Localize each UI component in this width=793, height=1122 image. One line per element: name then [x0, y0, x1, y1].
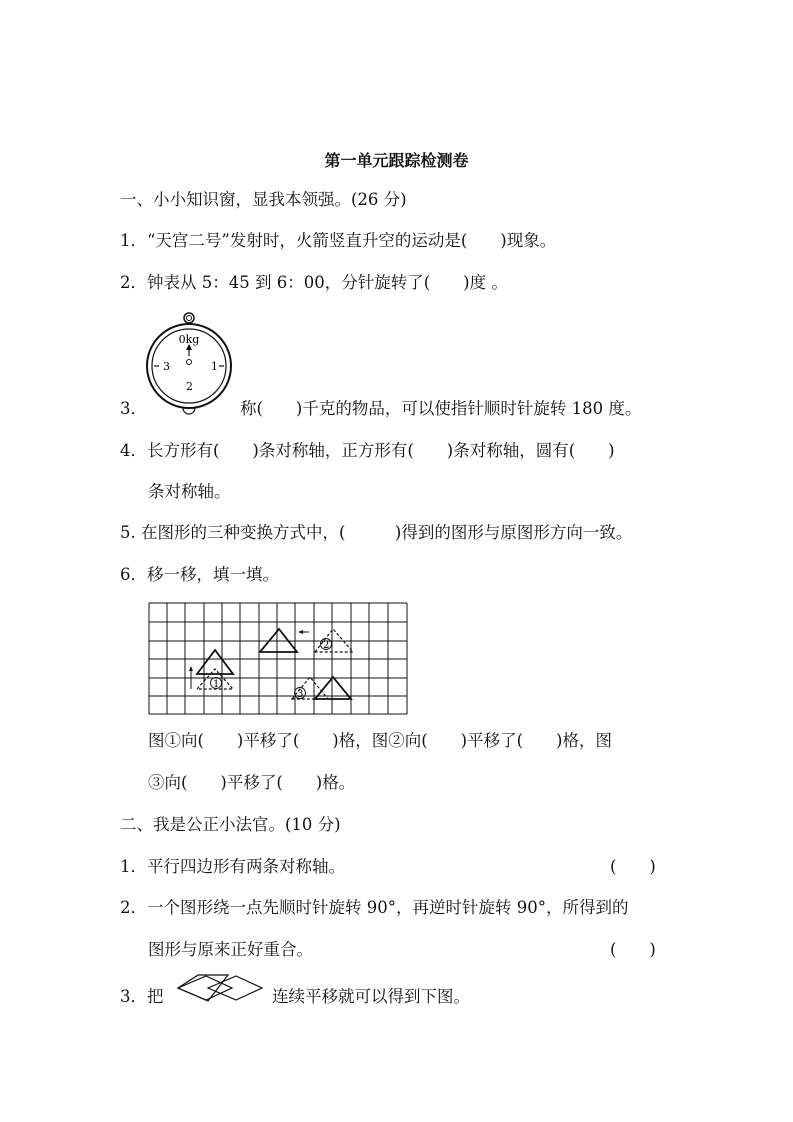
grid-figure-3-label: 3	[297, 689, 304, 700]
judge-answer-2: ( )	[610, 940, 656, 959]
question-5: 5. 在图形的三种变换方式中，( )得到的图形与原图形方向一致。	[120, 523, 633, 542]
rhombus-pair-figure	[176, 972, 266, 1002]
question-6-line1: 图①向( )平移了( )格，图②向( )平移了( )格，图	[148, 731, 612, 750]
judge-question-1: 1．平行四边形有两条对称轴。	[120, 857, 345, 876]
question-2: 2．钟表从 5：45 到 6：00，分针旋转了( )度 。	[120, 273, 508, 292]
question-1: 1．“天宫二号”发射时，火箭竖直升空的运动是( )现象。	[120, 231, 557, 250]
judge-answer-1: ( )	[610, 857, 656, 876]
section1-heading: 一、小小知识窗，显我本领强。(26 分)	[120, 190, 407, 209]
question-3-number: 3．	[120, 399, 147, 418]
question-4-line2: 条对称轴。	[148, 482, 231, 501]
judge-question-2-line1: 2．一个图形绕一点先顺时针旋转 90°，再逆时针旋转 90°，所得到的	[120, 898, 629, 917]
question-4-line1: 4．长方形有( )条对称轴，正方形有( )条对称轴，圆有( )	[120, 441, 615, 460]
judge-question-3-suffix: 连续平移就可以得到下图。	[272, 987, 470, 1006]
question-6: 6．移一移，填一填。	[120, 565, 279, 584]
scale-bottom-label: 2	[186, 380, 193, 393]
grid-figure-2-label: 2	[323, 640, 330, 651]
scale-zero-label: 0kg	[178, 333, 200, 346]
grid-figure-1-label: 1	[213, 679, 220, 690]
question-6-line2: ③向( )平移了( )格。	[148, 773, 356, 792]
scale-right-label: 1	[211, 360, 218, 373]
question-3: 称( )千克的物品，可以使指针顺时针旋转 180 度。	[240, 399, 642, 418]
page-title: 第一单元跟踪检测卷	[324, 151, 469, 170]
scale-left-label: 3	[163, 360, 170, 373]
judge-question-3-prefix: 3．把	[120, 987, 164, 1006]
scale-figure	[145, 310, 235, 415]
section2-heading: 二、我是公正小法官。(10 分)	[120, 815, 341, 834]
translation-grid	[147, 601, 409, 715]
judge-question-2-line2: 图形与原来正好重合。	[148, 940, 313, 959]
